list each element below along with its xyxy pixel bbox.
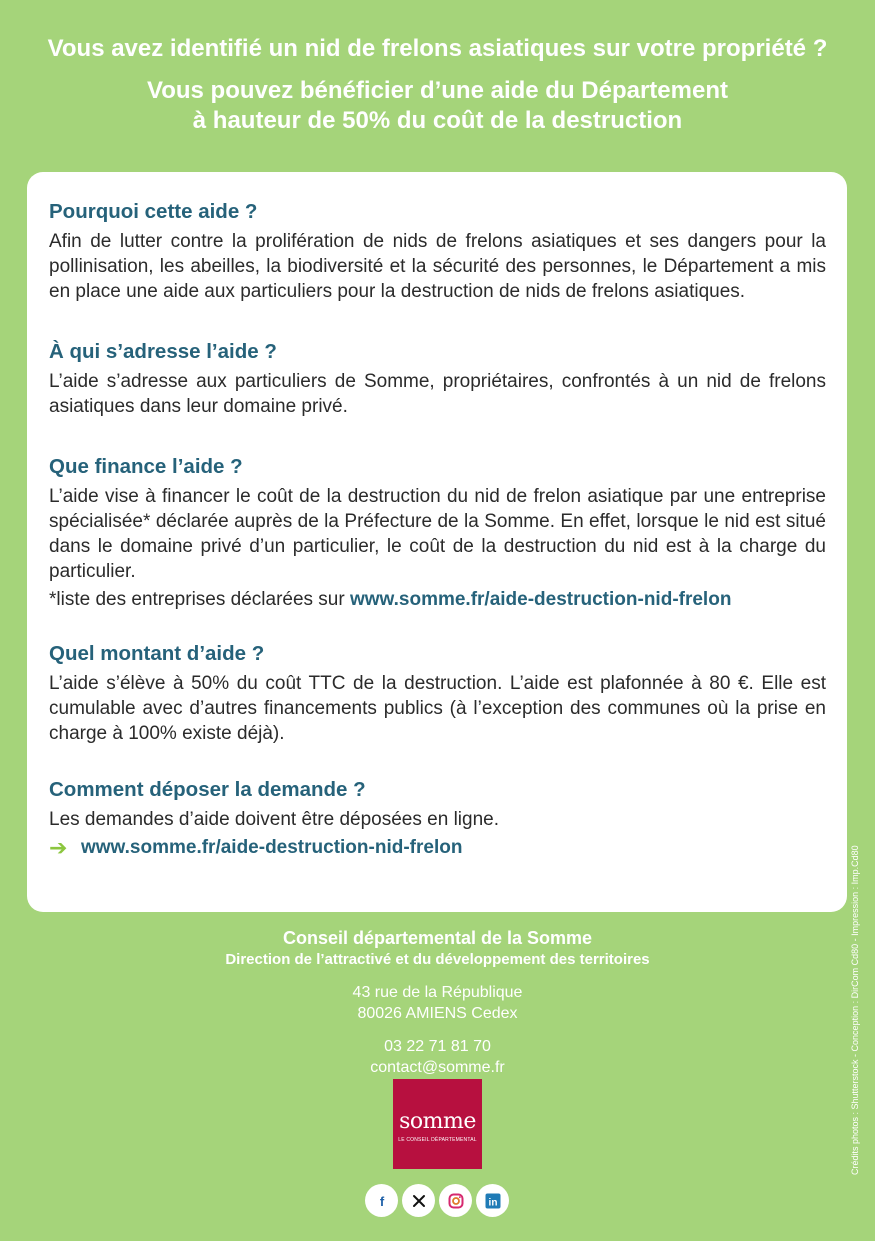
section-why — [49, 198, 826, 304]
section-how — [49, 776, 826, 860]
companies-link[interactable]: www.somme.fr/aide-destruction-nid-frelon — [349, 589, 732, 610]
arrow-right-icon: ➔ — [49, 835, 68, 860]
section-text: L’aide vise à financer le coût de la destruction du nid de frelon asiatique par une entreprise spécialisée* déclarée auprès de la Préfecture de la Somme. En effet, lorsque le nid est situé dans le domaine privé d’un particulier, le coût de la destruction du nid est à la charge du particulier. — [49, 486, 826, 582]
page-header — [0, 32, 875, 136]
section-what — [49, 453, 826, 612]
apply-link-row — [49, 835, 826, 860]
section-title: Comment déposer la demande ? — [49, 778, 366, 801]
section-text: L’aide s’adresse aux particuliers de Somme, propriétaires, confrontés à un nid de frelons asiatiques dans leur domaine privé. — [49, 371, 826, 417]
section-title: À qui s’adresse l’aide ? — [49, 340, 277, 363]
address-line1: 43 rue de la République — [352, 984, 523, 1001]
linkedin-icon[interactable] — [476, 1184, 509, 1217]
somme-logo — [393, 1079, 482, 1169]
svg-text:in: in — [488, 1197, 497, 1208]
info-card — [27, 172, 847, 912]
photo-credits: Crédits photos : Shutterstock - Conception : DirCom Cd80 - Impression : Imp.Cd80 — [850, 845, 860, 1175]
facebook-icon[interactable] — [365, 1184, 398, 1217]
logo-wordmark: somme — [399, 1109, 476, 1134]
address-line2: 80026 AMIENS Cedex — [357, 1005, 518, 1022]
footer-email[interactable]: contact@somme.fr — [370, 1059, 505, 1076]
header-subtitle — [0, 76, 875, 136]
footer-direction: Direction de l’attractivé et du développement des territoires — [225, 951, 650, 968]
companies-note — [49, 587, 826, 612]
section-amount — [49, 640, 826, 746]
x-icon[interactable] — [402, 1184, 435, 1217]
section-text: L’aide s’élève à 50% du coût TTC de la destruction. L’aide est plafonnée à 80 €. Elle est cumulable avec d’autres financements publics (à l’exception des communes où la prise en charge à 100% existe déjà). — [49, 673, 826, 744]
section-text: Les demandes d’aide doivent être déposées en ligne. — [49, 809, 499, 830]
footer-address — [0, 982, 875, 1024]
instagram-icon[interactable] — [439, 1184, 472, 1217]
footer-contact — [0, 1036, 875, 1078]
note-prefix: *liste des entreprises déclarées sur — [49, 589, 350, 610]
footer — [0, 926, 875, 1078]
svg-text:f: f — [379, 1193, 384, 1208]
section-title: Pourquoi cette aide ? — [49, 200, 258, 223]
apply-link[interactable]: www.somme.fr/aide-destruction-nid-frelon — [81, 837, 463, 858]
footer-phone[interactable]: 03 22 71 81 70 — [384, 1038, 491, 1055]
section-title: Quel montant d’aide ? — [49, 642, 265, 665]
section-text: Afin de lutter contre la prolifération de nids de frelons asiatiques et ses dangers pour la pollinisation, les abeilles, la biodiversité et la sécurité des personnes, le Département a mis en place une aide aux particuliers pour la destruction de nids de frelons asiatiques. — [49, 231, 826, 302]
social-links — [365, 1184, 509, 1217]
footer-org: Conseil départemental de la Somme — [282, 928, 593, 948]
section-who — [49, 338, 826, 419]
header-subtitle-line1: Vous pouvez bénéficier d’une aide du Département — [146, 77, 728, 104]
logo-subtitle: LE CONSEIL DÉPARTEMENTAL — [398, 1137, 477, 1143]
section-title: Que finance l’aide ? — [49, 455, 243, 478]
header-subtitle-line2: à hauteur de 50% du coût de la destruction — [192, 107, 683, 134]
header-question: Vous avez identifié un nid de frelons asiatiques sur votre propriété ? — [47, 35, 828, 62]
